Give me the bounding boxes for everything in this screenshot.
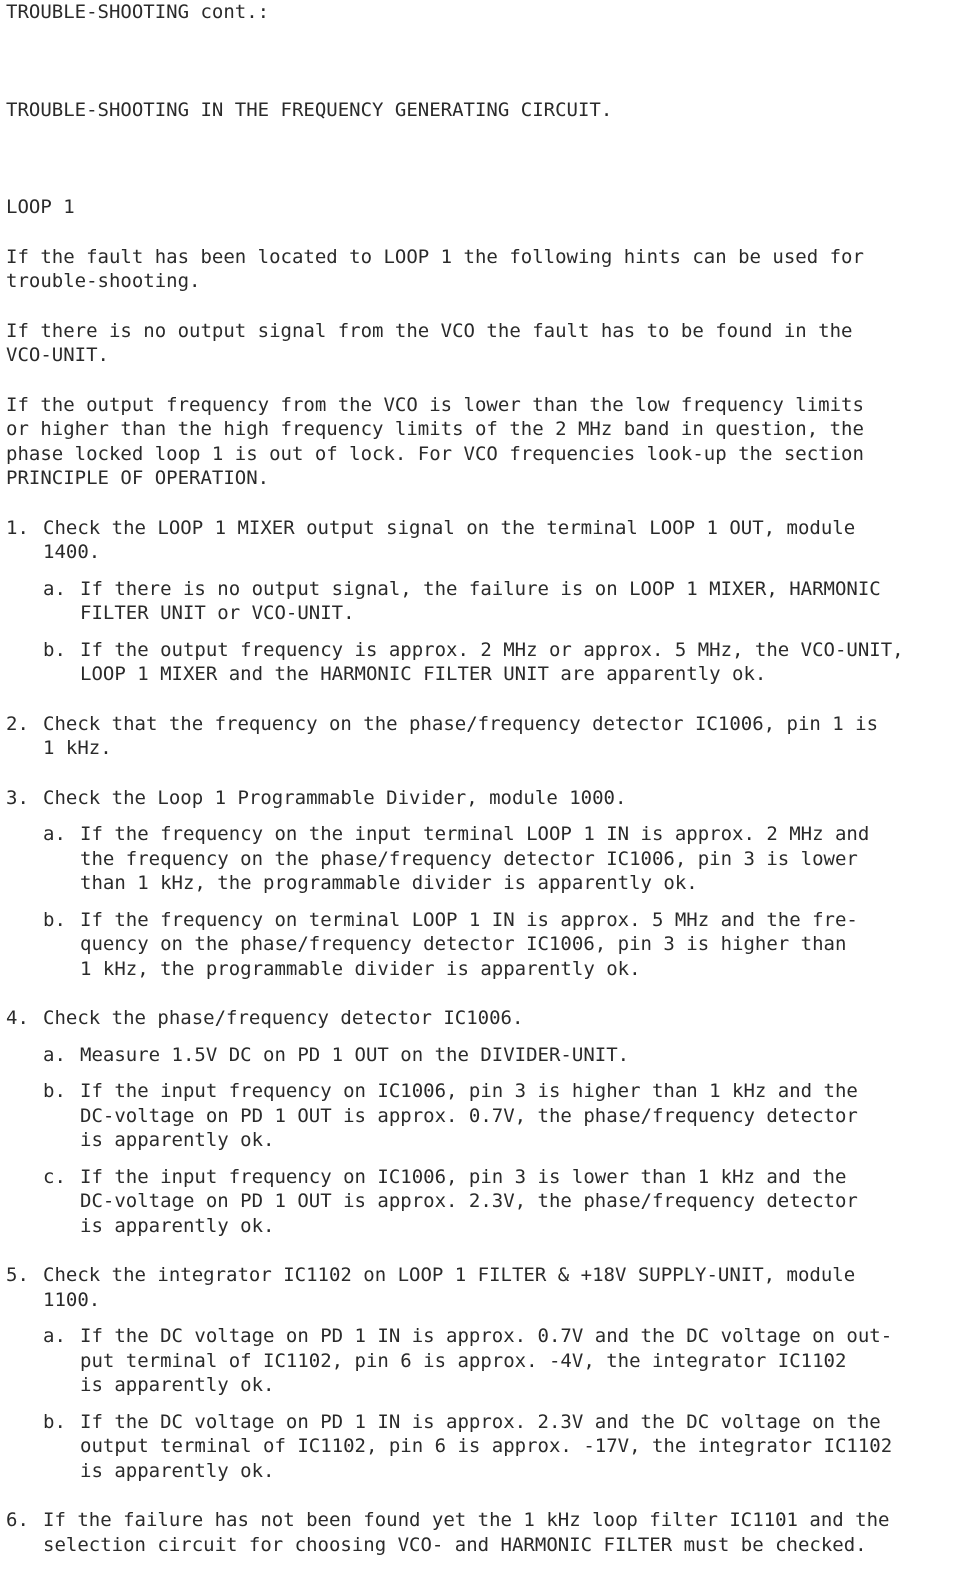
text-line: Check that the frequency on the phase/frequency detector IC1006, pin 1 is xyxy=(43,712,879,735)
sub-label: b. xyxy=(43,908,66,931)
text-line: Check the Loop 1 Programmable Divider, module 1000. xyxy=(43,786,627,809)
text-line: PRINCIPLE OF OPERATION. xyxy=(6,467,270,489)
intro-paragraph-3 xyxy=(6,393,972,491)
text-line: LOOP 1 MIXER and the HARMONIC FILTER UNIT are apparently ok. xyxy=(80,663,767,685)
loop-title: LOOP 1 xyxy=(6,196,75,218)
step-4 xyxy=(6,1006,972,1238)
step-5-sub-a xyxy=(6,1324,972,1398)
text-line: FILTER UNIT or VCO-UNIT. xyxy=(80,602,355,624)
text-line: 1100. xyxy=(43,1288,101,1311)
text-line: If the input frequency on IC1006, pin 3 is lower than 1 kHz and the xyxy=(80,1165,847,1188)
sub-label: b. xyxy=(43,1410,66,1433)
text-line: the frequency on the phase/frequency detector IC1006, pin 3 is lower xyxy=(80,847,858,870)
text-line: DC-voltage on PD 1 OUT is approx. 2.3V, the phase/frequency detector xyxy=(80,1190,858,1212)
step-5 xyxy=(6,1263,972,1483)
step-number: 2. xyxy=(6,712,29,735)
document-page xyxy=(6,0,972,1557)
text-line: trouble-shooting. xyxy=(6,270,201,292)
text-line: Check the phase/frequency detector IC1006. xyxy=(43,1007,524,1029)
text-line: than 1 kHz, the programmable divider is apparently ok. xyxy=(80,872,698,894)
text-line: selection circuit for choosing VCO- and HARMONIC FILTER must be checked. xyxy=(43,1533,867,1556)
section-title: TROUBLE-SHOOTING IN THE FREQUENCY GENERATING CIRCUIT. xyxy=(6,98,613,121)
text-line: If the failure has not been found yet the 1 kHz loop filter IC1101 and the xyxy=(43,1509,890,1531)
text-line: If the fault has been located to LOOP 1 the following hints can be used for xyxy=(6,245,864,268)
text-line: is apparently ok. xyxy=(80,1214,275,1237)
text-line: If the input frequency on IC1006, pin 3 is higher than 1 kHz and the xyxy=(80,1080,858,1102)
sub-label: a. xyxy=(43,1325,66,1347)
text-line: Check the LOOP 1 MIXER output signal on the terminal LOOP 1 OUT, module xyxy=(43,516,856,539)
step-number: 6. xyxy=(6,1509,29,1531)
intro-paragraph-1 xyxy=(6,245,972,294)
text-line: is apparently ok. xyxy=(80,1374,275,1396)
text-line: If the frequency on terminal LOOP 1 IN is approx. 5 MHz and the fre- xyxy=(80,908,858,931)
sub-label: b. xyxy=(43,1080,66,1102)
text-line: If the DC voltage on PD 1 IN is approx. 0.7V and the DC voltage on out- xyxy=(80,1325,893,1347)
step-3 xyxy=(6,786,972,982)
text-line: output terminal of IC1102, pin 6 is approx. -17V, the integrator IC1102 xyxy=(80,1435,893,1457)
text-line: 1400. xyxy=(43,541,101,563)
step-6 xyxy=(6,1508,972,1557)
text-line: Check the integrator IC1102 on LOOP 1 FILTER & +18V SUPPLY-UNIT, module xyxy=(43,1264,856,1286)
text-line: If the DC voltage on PD 1 IN is approx. 2.3V and the DC voltage on the xyxy=(80,1410,881,1433)
text-line: DC-voltage on PD 1 OUT is approx. 0.7V, the phase/frequency detector xyxy=(80,1104,858,1127)
text-line: If the output frequency is approx. 2 MHz or approx. 5 MHz, the VCO-UNIT, xyxy=(80,638,904,661)
text-line: put terminal of IC1102, pin 6 is approx. -4V, the integrator IC1102 xyxy=(80,1349,847,1372)
text-line: If the output frequency from the VCO is lower than the low frequency limits xyxy=(6,393,864,416)
step-3-sub-a xyxy=(6,822,972,896)
text-line: 1 kHz. xyxy=(43,737,112,759)
step-2 xyxy=(6,712,972,761)
text-line: or higher than the high frequency limits of the 2 MHz band in question, the xyxy=(6,418,864,440)
step-1-sub-a xyxy=(6,577,972,626)
sub-label: b. xyxy=(43,638,66,661)
step-number: 4. xyxy=(6,1007,29,1029)
step-3-sub-b xyxy=(6,908,972,982)
text-line: is apparently ok. xyxy=(80,1129,275,1151)
text-line: VCO-UNIT. xyxy=(6,344,109,366)
text-line: If the frequency on the input terminal LOOP 1 IN is approx. 2 MHz and xyxy=(80,823,870,845)
text-line: Measure 1.5V DC on PD 1 OUT on the DIVIDER-UNIT. xyxy=(80,1043,630,1066)
step-4-sub-a xyxy=(6,1043,972,1068)
step-1-sub-b xyxy=(6,638,972,687)
intro-paragraph-2 xyxy=(6,319,972,368)
sub-label: a. xyxy=(43,577,66,600)
step-4-sub-b xyxy=(6,1079,972,1153)
text-line: is apparently ok. xyxy=(80,1459,275,1482)
text-line: 1 kHz, the programmable divider is apparently ok. xyxy=(80,957,641,980)
text-line: quency on the phase/frequency detector IC1006, pin 3 is higher than xyxy=(80,933,847,955)
sub-label: a. xyxy=(43,1043,66,1066)
step-number: 1. xyxy=(6,516,29,539)
text-line: If there is no output signal from the VCO the fault has to be found in the xyxy=(6,319,853,342)
step-number: 5. xyxy=(6,1264,29,1286)
sub-label: a. xyxy=(43,823,66,845)
text-line: phase locked loop 1 is out of lock. For VCO frequencies look-up the section xyxy=(6,442,864,465)
step-4-sub-c xyxy=(6,1165,972,1239)
sub-label: c. xyxy=(43,1165,66,1188)
step-number: 3. xyxy=(6,786,29,809)
step-5-sub-b xyxy=(6,1410,972,1484)
text-line: If there is no output signal, the failure is on LOOP 1 MIXER, HARMONIC xyxy=(80,577,881,600)
continued-heading: TROUBLE-SHOOTING cont.: xyxy=(6,1,270,23)
step-1 xyxy=(6,516,972,687)
